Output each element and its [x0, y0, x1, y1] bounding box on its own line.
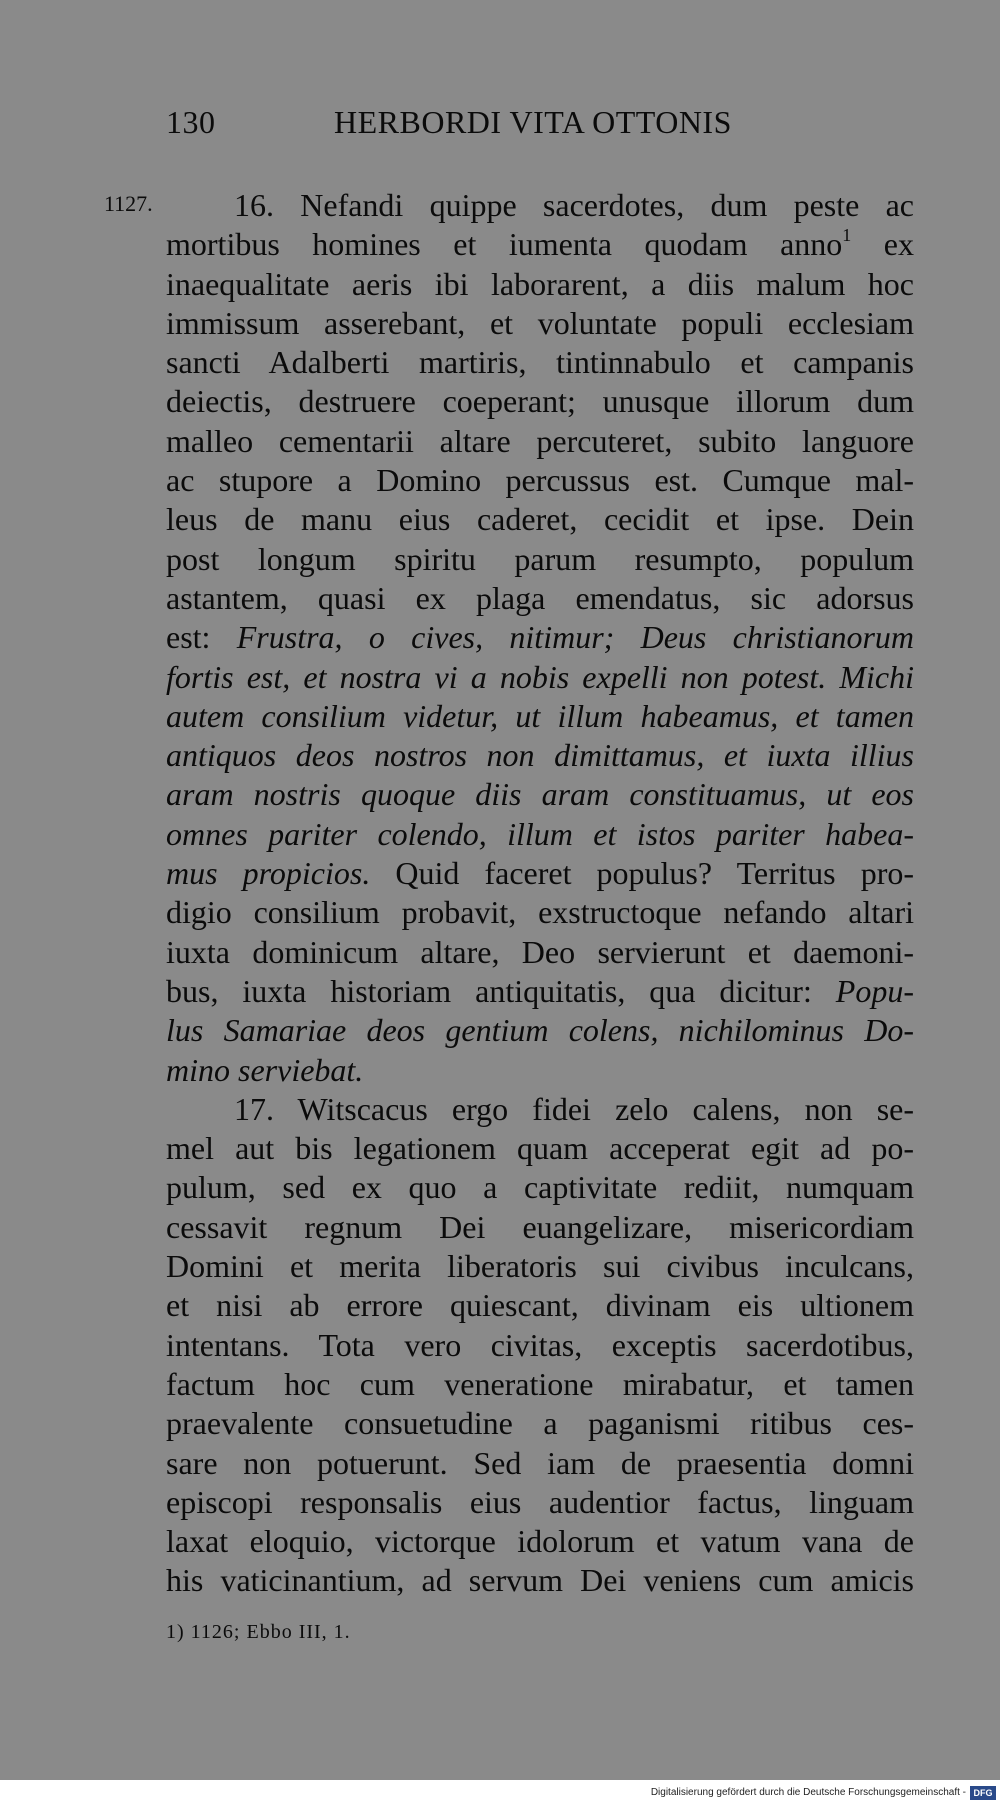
margin-year: 1127.	[104, 191, 153, 216]
text-segment: mel aut bis legationem quam acceperat egit ad po-	[166, 1130, 914, 1167]
text-line	[166, 1286, 914, 1325]
text-line	[166, 1522, 914, 1561]
footnote-marker: 1	[842, 225, 852, 246]
footnote: 1) 1126; Ebbo III, 1.	[166, 1621, 351, 1643]
text-segment: praevalente consuetudine a paganismi ritibus ces-	[166, 1405, 914, 1442]
text-segment: episcopi responsalis eius audentior factus, linguam	[166, 1483, 914, 1520]
italic-segment: omnes pariter colendo, illum et istos pariter habea-	[166, 815, 914, 852]
text-segment: Domini et merita liberatoris sui civibus inculcans,	[166, 1248, 914, 1285]
digitization-credit-bar	[0, 1780, 1000, 1806]
text-line	[166, 1090, 914, 1129]
text-segment: astantem, quasi ex plaga emendatus, sic adorsus	[166, 579, 914, 616]
italic-segment: mino serviebat.	[166, 1051, 364, 1088]
text-segment: 17. Witscacus ergo fidei zelo calens, non se-	[234, 1090, 914, 1127]
text-line	[166, 225, 914, 264]
text-line	[166, 775, 914, 814]
text-segment: his vaticinantium, ad servum Dei veniens cum amicis	[166, 1562, 914, 1599]
text-line	[166, 1561, 914, 1600]
text-line	[166, 893, 914, 932]
digitization-credit: Digitalisierung gefördert durch die Deutsche Forschungsgemeinschaft -	[650, 1787, 966, 1798]
text-segment: 16. Nefandi quippe sacerdotes, dum peste ac	[234, 187, 914, 223]
text-segment: post longum spiritu parum resumpto, populum	[166, 540, 914, 577]
text-line	[166, 265, 914, 304]
text-line	[166, 461, 914, 500]
text-line	[166, 422, 914, 461]
text-line	[166, 304, 914, 343]
text-segment: mortibus homines et iumenta quodam anno	[166, 226, 843, 263]
text-line	[166, 618, 914, 657]
text-segment: intentans. Tota vero civitas, exceptis sacerdotibus,	[166, 1326, 914, 1363]
text-line	[166, 500, 914, 539]
running-header	[166, 104, 786, 144]
text-segment: est:	[166, 619, 237, 656]
text-line	[166, 1404, 914, 1443]
italic-segment: aram nostris quoque diis aram constituamus, ut eos	[166, 776, 914, 813]
text-segment: leus de manu eius caderet, cecidit et ipse. Dein	[166, 501, 914, 538]
text-line	[166, 933, 914, 972]
text-segment: ex	[851, 226, 915, 263]
text-segment: sancti Adalberti martiris, tintinnabulo et campanis	[166, 344, 914, 381]
text-line	[166, 382, 914, 421]
italic-segment: mus propicios.	[166, 855, 371, 892]
text-line	[166, 1129, 914, 1168]
text-segment: Quid faceret populus? Territus pro-	[370, 855, 914, 892]
text-segment: deiectis, destruere coeperant; unusque illorum dum	[166, 383, 914, 420]
text-segment: et nisi ab errore quiescant, divinam eis ultionem	[166, 1287, 914, 1324]
text-line	[166, 1208, 914, 1247]
text-line	[166, 1247, 914, 1286]
text-line	[166, 697, 914, 736]
text-line	[166, 658, 914, 697]
text-line	[166, 1011, 914, 1050]
text-segment: factum hoc cum veneratione mirabatur, et tamen	[166, 1365, 914, 1402]
text-segment: sare non potuerunt. Sed iam de praesentia domni	[166, 1444, 914, 1481]
text-line	[166, 186, 914, 225]
text-line	[166, 1051, 914, 1090]
text-segment: bus, iuxta historiam antiquitatis, qua dicitur:	[166, 972, 836, 1009]
text-line	[166, 1483, 914, 1522]
text-line	[166, 1365, 914, 1404]
text-line	[166, 540, 914, 579]
italic-segment: autem consilium videtur, ut illum habeamus, et tamen	[166, 697, 914, 734]
italic-segment: lus Samariae deos gentium colens, nichilominus Do-	[166, 1012, 914, 1049]
text-line	[166, 854, 914, 893]
italic-segment: Popu-	[835, 972, 914, 1009]
text-line	[166, 815, 914, 854]
running-title: HERBORDI VITA OTTONIS	[334, 104, 732, 140]
text-line	[166, 1326, 914, 1365]
text-line	[166, 1168, 914, 1207]
text-line	[166, 579, 914, 618]
text-line	[166, 736, 914, 775]
dfg-logo: DFG	[970, 1786, 996, 1800]
text-line	[166, 972, 914, 1011]
text-segment: immissum asserebant, et voluntate populi ecclesiam	[166, 304, 914, 341]
text-segment: cessavit regnum Dei euangelizare, misericordiam	[166, 1208, 914, 1245]
text-segment: digio consilium probavit, exstructoque nefando altari	[166, 894, 914, 931]
text-line	[166, 1444, 914, 1483]
text-segment: malleo cementarii altare percuteret, subito languore	[166, 422, 914, 459]
italic-segment: Frustra, o cives, nitimur; Deus christianorum	[236, 619, 915, 656]
italic-segment: antiquos deos nostros non dimittamus, et iuxta illius	[166, 737, 914, 774]
page-number: 130	[166, 104, 216, 140]
italic-segment: fortis est, et nostra vi a nobis expelli non potest. Michi	[166, 658, 914, 695]
text-line	[166, 343, 914, 382]
text-segment: laxat eloquio, victorque idolorum et vatum vana de	[166, 1523, 914, 1560]
text-segment: iuxta dominicum altare, Deo servierunt et daemoni-	[166, 933, 914, 970]
body-text	[166, 186, 914, 1601]
text-segment: ac stupore a Domino percussus est. Cumque mal-	[166, 462, 914, 499]
text-segment: pulum, sed ex quo a captivitate rediit, numquam	[166, 1169, 914, 1206]
text-segment: inaequalitate aeris ibi laborarent, a diis malum hoc	[166, 265, 914, 302]
